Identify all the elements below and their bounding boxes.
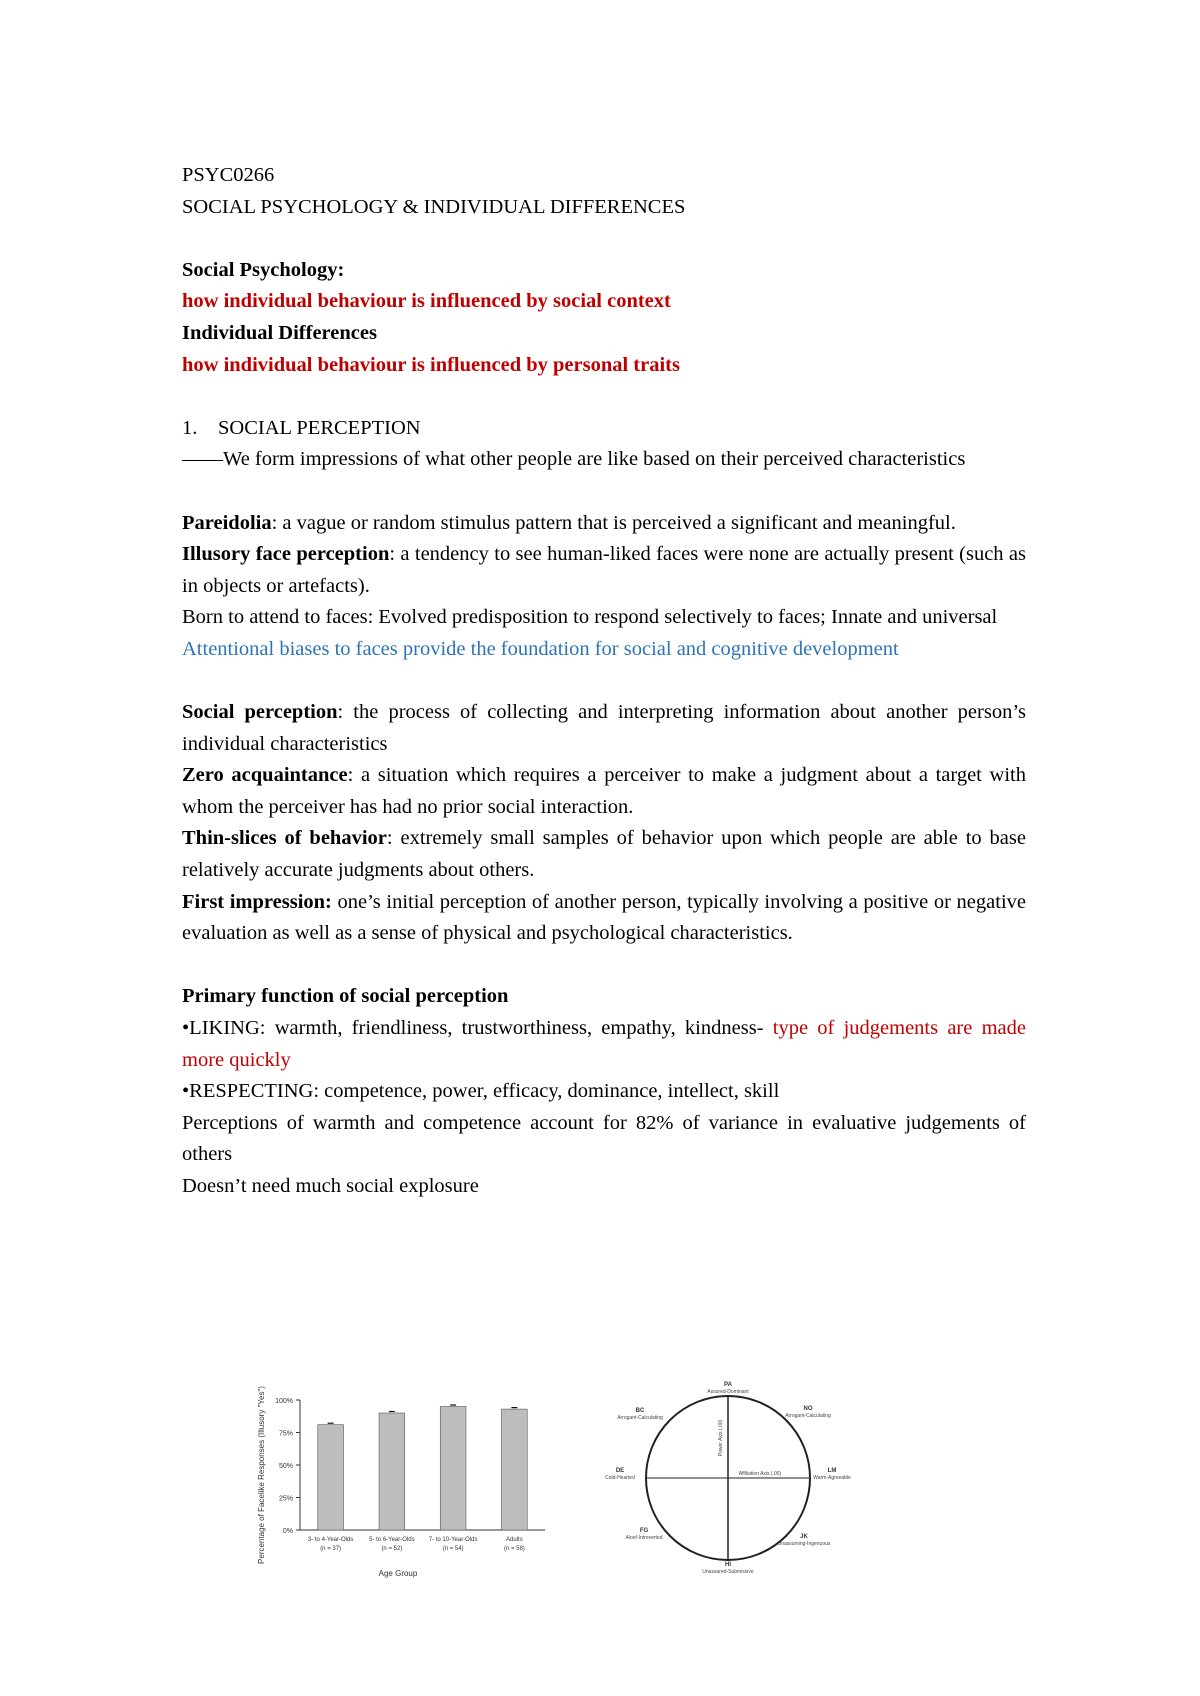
primary-function-heading: Primary function of social perception: [182, 985, 509, 1008]
bar: [440, 1407, 466, 1531]
social-psych-definition: how individual behaviour is influenced by social context: [182, 290, 671, 313]
x-tick-label: 5- to 6-Year-Olds: [369, 1537, 415, 1543]
y-tick-label: 0%: [282, 1528, 293, 1535]
x-tick-label: Adults: [506, 1537, 523, 1543]
section-number: 1.: [182, 416, 198, 439]
respecting-item: •RESPECTING: competence, power, efficacy, dominance, intellect, skill: [182, 1080, 780, 1103]
bar: [379, 1413, 405, 1530]
liking-item: [182, 1013, 1026, 1076]
label-top-sub: Assured-Dominant: [707, 1389, 749, 1395]
zero-acquaintance-text: : a situation which requires a perceiver to make a judgment about a target with whom the perceiver has had no prior social interaction.: [182, 764, 1026, 818]
zero-acquaintance-term: Zero acquaintance: [182, 764, 348, 787]
x-tick-sublabel: (n = 52): [381, 1546, 403, 1552]
bar-chart: [257, 1386, 545, 1578]
y-tick-label: 25%: [278, 1495, 293, 1503]
label-right: LM: [827, 1468, 837, 1474]
section-title: SOCIAL PERCEPTION: [218, 416, 421, 439]
label-right-sub: Warm-Agreeable: [813, 1475, 851, 1481]
born-to-attend-text: Born to attend to faces: Evolved predisposition to respond selectively to faces; Innate and universal: [182, 606, 998, 629]
label-upper-left: BC: [635, 1408, 645, 1414]
circumplex-diagram: [605, 1382, 851, 1575]
bar: [318, 1425, 344, 1530]
affiliation-axis-label: Affiliation Axis (.00): [738, 1471, 782, 1477]
label-upper-right: NO: [803, 1406, 813, 1412]
x-tick-label: 7- to 10-Year-Olds: [428, 1537, 478, 1543]
label-left: DE: [615, 1468, 625, 1474]
power-axis-label: Power Axis (.00): [718, 1419, 724, 1457]
liking-text: •LIKING: warmth, friendliness, trustworthiness, empathy, kindness-: [182, 1017, 773, 1040]
label-bottom: HI: [725, 1562, 731, 1568]
label-lower-right: JK: [800, 1534, 808, 1540]
section-1-heading: [182, 413, 1026, 445]
illusory-term: Illusory face perception: [182, 543, 390, 566]
x-tick-sublabel: (n = 37): [320, 1546, 342, 1552]
label-lower-right-sub: Unassuming-Ingenuous: [777, 1541, 831, 1547]
illusory-definition: [182, 539, 1026, 602]
social-perception-definition: [182, 697, 1026, 760]
label-upper-right-sub: Arrogant-Calculating: [785, 1413, 831, 1419]
first-impression-text: one’s initial perception of another person, typically involving a positive or negative evaluation as well as a sense of physical and psychological characteristics.: [182, 890, 1026, 945]
document-body: [182, 160, 1026, 1203]
social-exposure-text: Doesn’t need much social explosure: [182, 1175, 479, 1197]
y-tick-label: 50%: [278, 1463, 293, 1470]
course-title: SOCIAL PSYCHOLOGY & INDIVIDUAL DIFFERENCES: [182, 195, 686, 218]
x-tick-sublabel: (n = 54): [442, 1546, 464, 1552]
thin-slices-definition: [182, 823, 1026, 886]
section-intro: ——We form impressions of what other people are like based on their perceived characteristics: [182, 448, 966, 471]
illusory-text: : a tendency to see human-liked faces were none are actually present (such as in objects or artefacts).: [182, 543, 1026, 597]
label-lower-left: FG: [639, 1528, 649, 1534]
thin-slices-text: : extremely small samples of behavior upon which people are able to base relatively accurate judgments about others.: [182, 827, 1026, 882]
social-psych-heading: Social Psychology:: [182, 258, 345, 281]
label-upper-left-sub: Arrogant-Calculating: [617, 1415, 663, 1421]
label-lower-left-sub: Aloof-Introverted: [625, 1535, 663, 1541]
liking-note: type of judgements are made more quickly: [182, 1017, 1026, 1071]
social-perception-text: : the process of collecting and interpreting information about another person’s individual characteristics: [182, 701, 1026, 755]
attentional-biases-text: Attentional biases to faces provide the foundation for social and cognitive development: [182, 637, 899, 660]
x-tick-sublabel: (n = 58): [503, 1546, 525, 1552]
label-top: PA: [724, 1382, 732, 1388]
label-left-sub: Cold-Hearted: [605, 1475, 635, 1481]
label-bottom-sub: Unassured-Submissive: [702, 1569, 754, 1575]
warmth-competence-text: Perceptions of warmth and competence account for 82% of variance in evaluative judgements of others: [182, 1111, 1026, 1166]
bar-chart-xlabel: Age Group: [378, 1569, 418, 1578]
indiv-diff-heading: Individual Differences: [182, 321, 377, 344]
bar-chart-ylabel: Percentage of Facelike Responses (Illusory "Yes"): [257, 1386, 266, 1564]
indiv-diff-definition: how individual behaviour is influenced by personal traits: [182, 353, 680, 376]
y-tick-label: 100%: [275, 1398, 293, 1405]
course-code: PSYC0266: [182, 164, 275, 186]
social-perception-term: Social perception: [182, 701, 338, 724]
figures: [250, 1380, 1050, 1580]
first-impression-definition: [182, 887, 1026, 950]
bar: [502, 1409, 528, 1530]
pareidolia-term: Pareidolia: [182, 511, 272, 534]
x-tick-label: 3- to 4-Year-Olds: [307, 1537, 354, 1543]
zero-acquaintance-definition: [182, 760, 1026, 823]
pareidolia-text: : a vague or random stimulus pattern that is perceived a significant and meaningful.: [271, 511, 956, 534]
y-tick-label: 75%: [278, 1430, 293, 1438]
thin-slices-term: Thin-slices of behavior: [182, 827, 387, 850]
pareidolia-definition: [182, 508, 1026, 540]
first-impression-term: First impression:: [182, 890, 332, 913]
